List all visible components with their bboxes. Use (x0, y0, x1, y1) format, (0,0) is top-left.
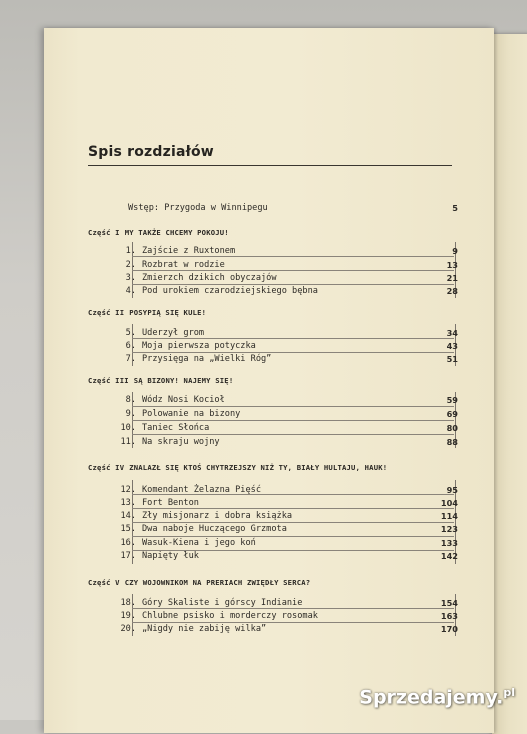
entry-page: 163 (440, 611, 458, 621)
part-heading-1 (88, 228, 468, 237)
entry-number: 19. (120, 611, 136, 621)
entry-number: 8. (125, 395, 136, 405)
entry-title: Na skraju wojny (142, 437, 220, 447)
entry-number: 14. (120, 511, 136, 521)
entry-number: 1. (125, 246, 136, 256)
entry-title: Rozbrat w rodzie (142, 260, 225, 270)
entry-number: 11. (120, 437, 136, 447)
page-title: Spis rozdziałów (88, 144, 214, 160)
entry-title: Góry Skaliste i górscy Indianie (142, 598, 303, 608)
toc-entry (88, 598, 458, 612)
entry-title: Wstęp: Przygoda w Winnipegu (128, 203, 268, 213)
toc-entry (88, 354, 458, 368)
entry-number: 2. (125, 260, 136, 270)
toc-entry (88, 341, 458, 355)
entry-page: 123 (440, 524, 458, 534)
entry-number: 6. (125, 341, 136, 351)
part-heading-2 (88, 308, 468, 317)
part-label: Część II (88, 308, 125, 317)
toc-entry (88, 511, 458, 525)
entry-title: Polowanie na bizony (142, 409, 241, 419)
entry-page: 142 (440, 551, 458, 561)
entry-title: Taniec Słońca (142, 423, 210, 433)
part-title: MY TAKŻE CHCEMY POKOJU! (124, 228, 229, 237)
entry-title: Wasuk-Kiena i jego koń (142, 538, 256, 548)
toc-entry (88, 485, 458, 499)
toc-entry (88, 538, 458, 552)
entry-number: 15. (120, 524, 136, 534)
entry-title: Pod urokiem czarodziejskiego bębna (142, 286, 318, 296)
entry-title: Zajście z Ruxtonem (142, 246, 236, 256)
toc-entry (88, 551, 458, 565)
toc-entry (88, 611, 458, 625)
entry-page: 34 (446, 328, 458, 338)
title-underline (88, 165, 452, 166)
entry-page: 88 (446, 437, 458, 447)
watermark-main: Sprzedajemy (359, 686, 497, 708)
entry-page: 104 (440, 498, 458, 508)
entry-page: 95 (446, 485, 458, 495)
entry-page: 9 (452, 246, 458, 256)
entry-page: 21 (446, 273, 458, 283)
toc-entry (88, 498, 458, 512)
entry-page: 51 (446, 354, 458, 364)
entry-number: 12. (120, 485, 136, 495)
entry-title: Moja pierwsza potyczka (142, 341, 256, 351)
entry-page: 80 (446, 423, 458, 433)
watermark-dot: . (496, 686, 504, 708)
toc-entry (88, 260, 458, 274)
part-title: CZY WOJOWNIKOM NA PRERIACH ZWIĘDŁY SERCA? (124, 578, 311, 587)
toc-entry (88, 524, 458, 538)
entry-title: Chlubne psisko i morderczy rosomak (142, 611, 318, 621)
entry-page: 43 (446, 341, 458, 351)
entry-page: 133 (440, 538, 458, 548)
entry-page: 13 (446, 260, 458, 270)
entry-number: 4. (125, 286, 136, 296)
part-title: POSYPIĄ SIĘ KULE! (129, 308, 207, 317)
watermark-tld: pl (503, 685, 515, 699)
part-label: Część V (88, 578, 120, 587)
toc-entry (88, 286, 458, 300)
entry-title: Zmierzch dzikich obyczajów (142, 273, 277, 283)
part-label: Część III (88, 376, 129, 385)
entry-page: 59 (446, 395, 458, 405)
part-title: ZNALAZŁ SIĘ KTOŚ CHYTRZEJSZY NIŻ TY, BIAŁY HULTAJU, HAUK! (129, 463, 388, 472)
entry-page: 170 (440, 624, 458, 634)
entry-title: Komendant Żelazna Pięść (142, 485, 261, 495)
entry-title: Zły misjonarz i dobra książka (142, 511, 293, 521)
part-title: SĄ BIZONY! NAJEMY SIĘ! (133, 376, 234, 385)
entry-title: Fort Benton (142, 498, 199, 508)
entry-number: 16. (120, 538, 136, 548)
part-heading-4 (88, 463, 468, 472)
entry-page: 154 (440, 598, 458, 608)
entry-page: 69 (446, 409, 458, 419)
toc-entry (88, 423, 458, 437)
toc-entry (88, 246, 458, 260)
entry-title: Uderzył grom (142, 328, 205, 338)
entry-number: 7. (125, 354, 136, 364)
entry-number: 18. (120, 598, 136, 608)
entry-number: 9. (125, 409, 136, 419)
part-label: Część IV (88, 463, 125, 472)
toc-entry (88, 273, 458, 287)
toc-entry (88, 395, 458, 409)
toc-entry (88, 409, 458, 423)
part-label: Część I (88, 228, 120, 237)
entry-title: „Nigdy nie zabiję wilka” (142, 624, 267, 634)
entry-number: 5. (125, 328, 136, 338)
part-heading-5 (88, 578, 468, 587)
entry-number: 3. (125, 273, 136, 283)
entry-title: Napięty łuk (142, 551, 199, 561)
entry-title: Wódz Nosi Kocioł (142, 395, 225, 405)
entry-number: 13. (120, 498, 136, 508)
entry-number: 10. (120, 423, 136, 433)
toc-entry-intro (88, 203, 458, 217)
toc-entry (88, 437, 458, 451)
entry-title: Dwa naboje Huczącego Grzmota (142, 524, 287, 534)
entry-page: 28 (446, 286, 458, 296)
toc-entry (88, 624, 458, 638)
adjacent-page-edge (492, 34, 527, 734)
entry-title: Przysięga na „Wielki Róg” (142, 354, 272, 364)
part-heading-3 (88, 376, 468, 385)
entry-number: 17. (120, 551, 136, 561)
entry-number: 20. (120, 624, 136, 634)
site-watermark (359, 686, 515, 708)
entry-page: 114 (440, 511, 458, 521)
entry-page: 5 (452, 203, 458, 213)
toc-entry (88, 328, 458, 342)
